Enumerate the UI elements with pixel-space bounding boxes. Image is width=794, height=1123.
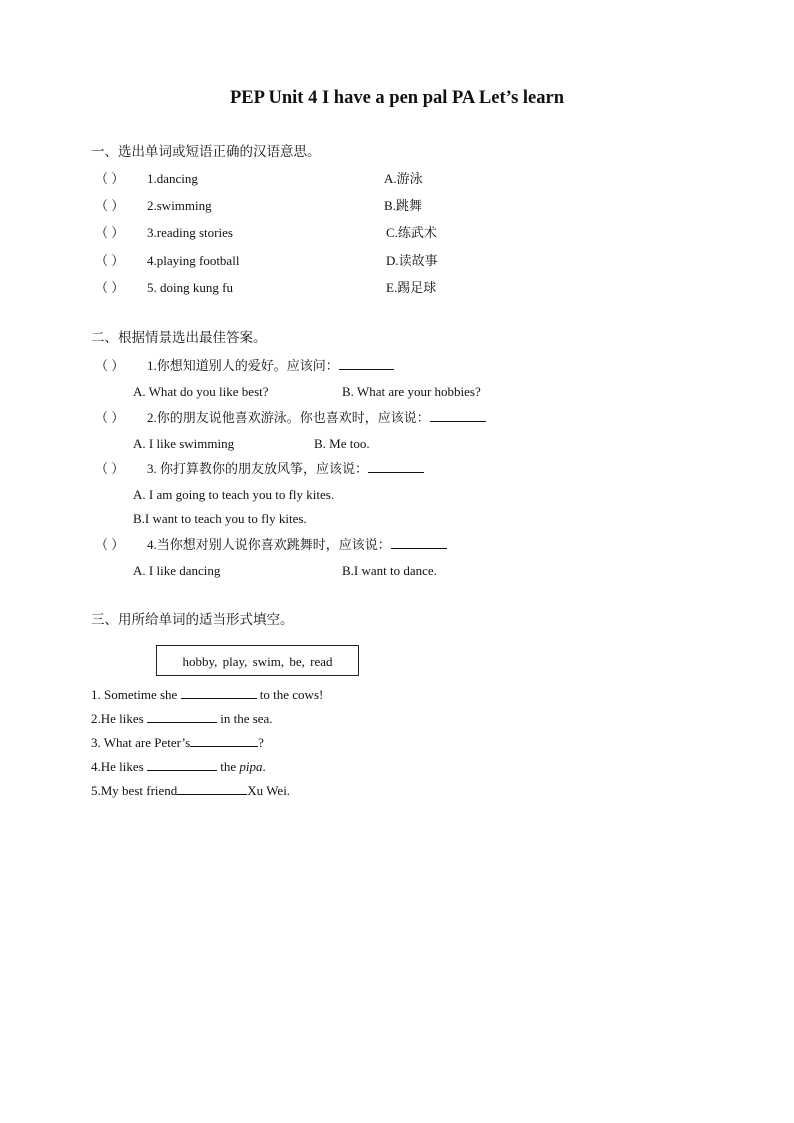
question-text: 3. 你打算教你的朋友放风筝，应该说： <box>147 461 424 477</box>
answer-blank[interactable] <box>190 735 258 747</box>
answer-blank[interactable] <box>339 358 394 370</box>
option-b: B.I want to dance. <box>342 563 437 578</box>
word-item: 3.reading stories <box>147 225 233 240</box>
option-a: A. What do you like best? <box>133 384 269 399</box>
option-a: A. I like swimming <box>133 436 235 451</box>
fill-blank-item: 5.My best friend Xu Wei. <box>91 783 291 798</box>
question-text: 1.你想知道别人的爱好。应该问： <box>147 358 394 374</box>
word-item: 1.dancing <box>147 171 198 186</box>
word-item: 5. doing kung fu <box>147 280 233 295</box>
meaning-option: D.读故事 <box>386 253 438 268</box>
option-b: B. What are your hobbies? <box>342 384 481 399</box>
meaning-option: E.踢足球 <box>386 280 437 295</box>
answer-paren[interactable]: （ ） <box>95 358 125 373</box>
fill-blank-item: 1. Sometime she to the cows! <box>91 687 324 702</box>
word-item: 2.swimming <box>147 198 212 213</box>
answer-blank[interactable] <box>147 711 217 723</box>
answer-paren[interactable]: （ ） <box>95 461 125 476</box>
answer-paren[interactable]: （ ） <box>95 171 125 186</box>
option-a: A. I am going to teach you to fly kites. <box>133 487 335 502</box>
answer-blank[interactable] <box>391 537 447 549</box>
answer-paren[interactable]: （ ） <box>95 537 125 552</box>
section1-heading: 一、选出单词或短语正确的汉语意思。 <box>91 144 321 159</box>
meaning-option: A.游泳 <box>384 171 423 186</box>
fill-blank-item: 2.He likes in the sea. <box>91 711 273 726</box>
question-text: 2.你的朋友说他喜欢游泳。你也喜欢时，应该说： <box>147 410 486 426</box>
fill-blank-item: 4.He likes the pipa. <box>91 759 266 774</box>
option-b: B. Me too. <box>314 436 370 451</box>
section3-heading: 三、用所给单词的适当形式填空。 <box>91 612 294 627</box>
word-item: 4.playing football <box>147 253 240 268</box>
page-title: PEP Unit 4 I have a pen pal PA Let’s learn <box>229 88 565 108</box>
fill-blank-item: 3. What are Peter’s ? <box>91 735 264 750</box>
answer-paren[interactable]: （ ） <box>95 410 125 425</box>
answer-blank[interactable] <box>368 461 424 473</box>
question-text: 4.当你想对别人说你喜欢跳舞时，应该说： <box>147 537 447 553</box>
option-b: B.I want to teach you to fly kites. <box>133 511 307 526</box>
word-bank-box: hobby, play, swim, be, read <box>156 645 359 676</box>
meaning-option: C.练武术 <box>386 225 437 240</box>
answer-blank[interactable] <box>177 783 247 795</box>
option-a: A. I like dancing <box>133 563 221 578</box>
answer-paren[interactable]: （ ） <box>95 280 125 295</box>
answer-paren[interactable]: （ ） <box>95 253 125 268</box>
section2-heading: 二、根据情景选出最佳答案。 <box>91 330 267 345</box>
meaning-option: B.跳舞 <box>384 198 422 213</box>
answer-blank[interactable] <box>147 759 217 771</box>
answer-paren[interactable]: （ ） <box>95 225 125 240</box>
answer-blank[interactable] <box>181 687 257 699</box>
answer-blank[interactable] <box>430 410 486 422</box>
answer-paren[interactable]: （ ） <box>95 198 125 213</box>
